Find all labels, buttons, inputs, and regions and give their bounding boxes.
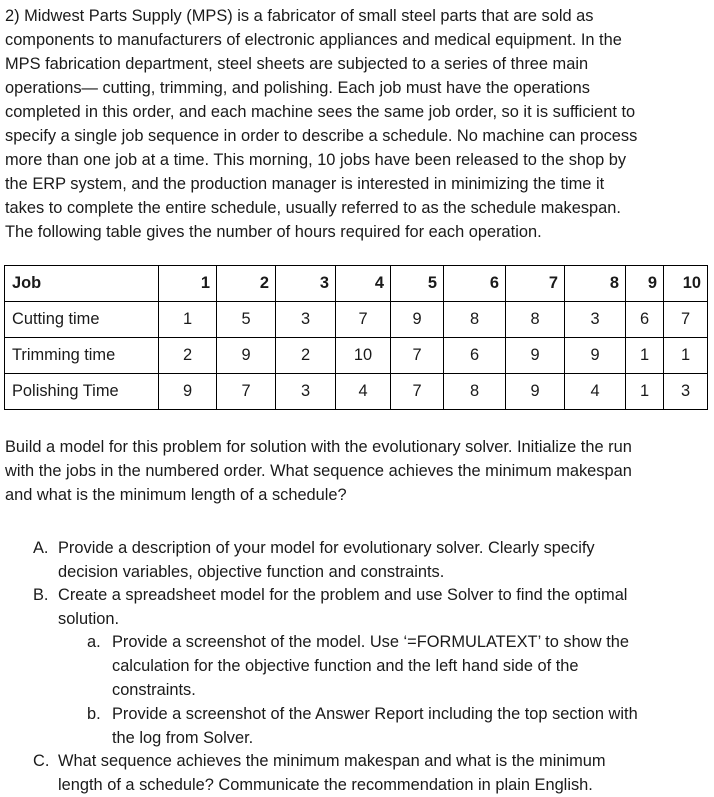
job-number-cell: 9 [626, 266, 664, 302]
time-cell: 4 [336, 374, 391, 410]
time-cell: 3 [664, 374, 708, 410]
task-c-line: length of a schedule? Communicate the recommendation in plain English. [58, 776, 593, 794]
time-cell: 1 [159, 302, 217, 338]
task-c-marker: C. [33, 752, 50, 770]
build-line: and what is the minimum length of a schedule? [5, 486, 347, 504]
processing-times-table [4, 265, 708, 410]
job-number-cell: 1 [159, 266, 217, 302]
job-number-cell: 4 [336, 266, 391, 302]
task-a-marker: A. [33, 539, 49, 557]
intro-line: the ERP system, and the production manager is interested in minimizing the time it [5, 175, 605, 193]
time-cell: 4 [565, 374, 626, 410]
time-cell: 1 [664, 338, 708, 374]
intro-line: completed in this order, and each machine sees the same job order, so it is sufficient to [5, 103, 636, 121]
job-number-cell: 6 [444, 266, 506, 302]
task-b-a-line: constraints. [112, 681, 196, 699]
row-label-cell: Polishing Time [5, 374, 159, 410]
time-cell: 3 [276, 374, 336, 410]
job-number-cell: 10 [664, 266, 708, 302]
task-b-a-line: Provide a screenshot of the model. Use ‘=FORMULATEXT’ to show the [112, 633, 629, 651]
job-number-cell: 8 [565, 266, 626, 302]
table-header-row [5, 266, 708, 302]
intro-line: The following table gives the number of hours required for each operation. [5, 223, 542, 241]
intro-line: operations— cutting, trimming, and polishing. Each job must have the operations [5, 79, 590, 97]
time-cell: 9 [506, 338, 565, 374]
task-b-marker: B. [33, 586, 49, 604]
intro-line: components to manufacturers of electronic appliances and medical equipment. In the [5, 31, 622, 49]
job-number-cell: 2 [217, 266, 276, 302]
intro-line: specify a single job sequence in order to describe a schedule. No machine can process [5, 127, 638, 145]
build-model-paragraph [5, 435, 709, 507]
time-cell: 9 [565, 338, 626, 374]
time-cell: 7 [391, 338, 444, 374]
time-cell: 8 [444, 374, 506, 410]
time-cell: 8 [506, 302, 565, 338]
row-label-cell: Trimming time [5, 338, 159, 374]
intro-line: takes to complete the entire schedule, usually referred to as the schedule makespan. [5, 199, 621, 217]
time-cell: 9 [159, 374, 217, 410]
time-cell: 7 [664, 302, 708, 338]
time-cell: 2 [159, 338, 217, 374]
table-row [5, 338, 708, 374]
task-b-a-marker: a. [87, 633, 101, 651]
task-b [33, 583, 628, 631]
time-cell: 9 [506, 374, 565, 410]
task-c-line: What sequence achieves the minimum makespan and what is the minimum [58, 752, 606, 770]
build-line: Build a model for this problem for solution with the evolutionary solver. Initialize the run [5, 438, 632, 456]
time-cell: 6 [626, 302, 664, 338]
time-cell: 10 [336, 338, 391, 374]
task-b-b-line: Provide a screenshot of the Answer Report including the top section with [112, 705, 638, 723]
time-cell: 7 [217, 374, 276, 410]
time-cell: 7 [391, 374, 444, 410]
time-cell: 2 [276, 338, 336, 374]
time-cell: 3 [565, 302, 626, 338]
task-b-a [87, 630, 629, 702]
task-a-line: decision variables, objective function and constraints. [58, 563, 445, 581]
time-cell: 7 [336, 302, 391, 338]
table-row [5, 302, 708, 338]
task-b-b [87, 702, 638, 750]
time-cell: 5 [217, 302, 276, 338]
job-header-cell: Job [5, 266, 159, 302]
task-b-b-marker: b. [87, 705, 101, 723]
intro-line: 2) Midwest Parts Supply (MPS) is a fabricator of small steel parts that are sold as [5, 7, 594, 25]
intro-line: MPS fabrication department, steel sheets are subjected to a series of three main [5, 55, 589, 73]
task-a-line: Provide a description of your model for evolutionary solver. Clearly specify [58, 539, 595, 557]
time-cell: 1 [626, 374, 664, 410]
task-b-b-line: the log from Solver. [112, 729, 254, 747]
task-a [33, 536, 595, 584]
task-c [33, 749, 606, 797]
table-row [5, 374, 708, 410]
time-cell: 9 [391, 302, 444, 338]
intro-line: more than one job at a time. This morning, 10 jobs have been released to the shop by [5, 151, 627, 169]
row-label-cell: Cutting time [5, 302, 159, 338]
time-cell: 1 [626, 338, 664, 374]
build-line: with the jobs in the numbered order. What sequence achieves the minimum makespan [5, 462, 632, 480]
time-cell: 8 [444, 302, 506, 338]
time-cell: 9 [217, 338, 276, 374]
time-cell: 3 [276, 302, 336, 338]
task-b-a-line: calculation for the objective function and the left hand side of the [112, 657, 579, 675]
time-cell: 6 [444, 338, 506, 374]
job-number-cell: 3 [276, 266, 336, 302]
problem-intro-paragraph [5, 4, 709, 244]
task-b-line: solution. [58, 610, 120, 628]
task-b-line: Create a spreadsheet model for the problem and use Solver to find the optimal [58, 586, 628, 604]
job-number-cell: 7 [506, 266, 565, 302]
job-number-cell: 5 [391, 266, 444, 302]
